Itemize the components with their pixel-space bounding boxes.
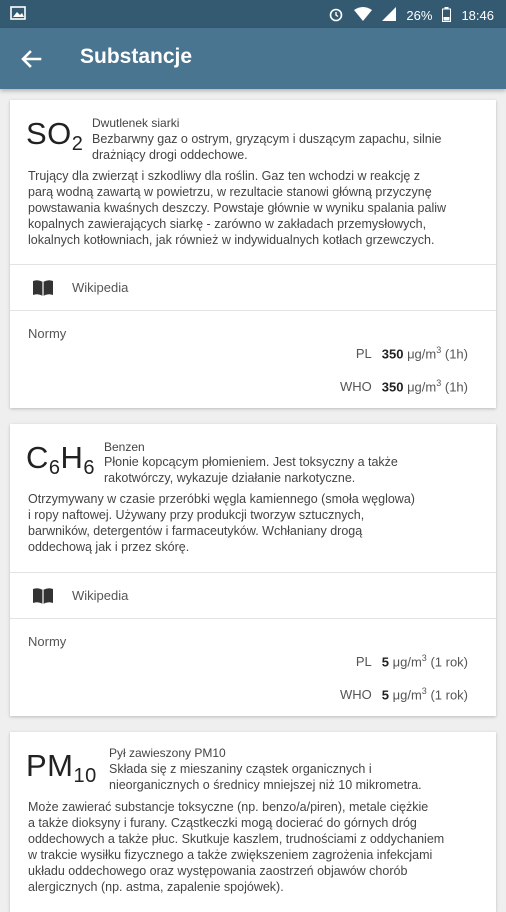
wifi-icon <box>354 7 372 24</box>
wikipedia-link[interactable] <box>10 266 496 310</box>
battery-percent: 26% <box>406 8 433 23</box>
substance-name: Dwutlenek siarki <box>92 116 180 130</box>
substance-name: Benzen <box>104 440 145 454</box>
substance-card <box>10 732 496 912</box>
cellular-signal-icon <box>382 7 396 24</box>
substance-summary: Płonie kopcącym płomieniem. Jest toksyczny a także rakotwórczy, wykazuje działanie narkotyczne. <box>104 455 398 485</box>
norm-row-pl: PL 350 $\mu g/m^3$ (1h) <box>355 345 468 362</box>
substance-description: Otrzymywany w czasie przeróbki węgla kamiennego (smoła węglowa) i ropy naftowej. Używany przy produkcji tworzyw sztucznych, barwników, detergentów i farmaceutyków. Wchłaniany drogą oddechową jak i przez skórę. <box>28 492 415 554</box>
substance-name: Pył zawieszony PM10 <box>109 746 226 760</box>
open-book-icon <box>32 279 54 297</box>
norm-row-who: WHO 350 $\mu g/m^3$ (1h) <box>339 378 468 395</box>
substance-summary: Składa się z mieszaniny cząstek organicznych i nieorganicznych o średnicy mniejszej niż 10 mikrometra. <box>109 762 422 792</box>
chemical-formula: C6H6 <box>26 440 96 479</box>
divider <box>10 618 496 619</box>
divider <box>10 310 496 311</box>
norm-row-pl: PL 5 $\mu g/m^3$ (1 rok) <box>355 653 468 670</box>
substance-card <box>10 424 496 716</box>
substance-description: Może zawierać substancje toksyczne (np. benzo/a/piren), metale ciężkie a także dioksyny i furany. Cząstkeczki mogą docierać do górnych dróg oddechowych a także płuc. Skutkuje kaszlem, trudnościami z oddychaniem w trakcie wysiłku fizycznego a także zwiększeniem zagrożenia infekcjami układu oddechowego oraz występowania zaostrzeń objawów chorób alergicznych (np. astma, zapalenie spojówek). <box>28 800 445 894</box>
norms-label: Normy <box>28 326 67 341</box>
app-bar <box>0 28 506 89</box>
substance-card <box>10 100 496 408</box>
substance-summary: Bezbarwny gaz o ostrym, gryzącym i duszącym zapachu, silnie drażniący drogi oddechowe. <box>92 132 442 162</box>
gallery-notification-icon <box>10 6 26 23</box>
norms-label: Normy <box>28 634 67 649</box>
alarm-icon <box>328 6 344 25</box>
open-book-icon <box>32 587 54 605</box>
wikipedia-link[interactable] <box>10 574 496 618</box>
battery-icon <box>442 7 451 25</box>
status-bar <box>0 0 506 28</box>
divider <box>10 572 496 573</box>
back-arrow-icon[interactable] <box>18 46 44 72</box>
chemical-formula: PM10 <box>26 748 97 787</box>
divider <box>10 264 496 265</box>
chemical-formula: SO2 <box>26 116 84 155</box>
page-title: Substancje <box>80 45 193 68</box>
wikipedia-label: Wikipedia <box>72 588 129 603</box>
clock-time: 18:46 <box>461 8 494 23</box>
wikipedia-label: Wikipedia <box>72 280 129 295</box>
substance-description: Trujący dla zwierząt i szkodliwy dla roślin. Gaz ten wchodzi w reakcję z parą wodną zawartą w powietrzu, w rezultacie stanowi główną przyczynę powstawania kwaśnych deszczy. Powstaje głównie w wyniku spalania paliw kopalnych zawierających siarkę - zarówno w zakładach przemysłowych, lokalnych kotłowniach, jak również w indywidualnych kotłach grzewczych. <box>28 169 447 247</box>
norm-row-who: WHO 5 $\mu g/m^3$ (1 rok) <box>339 686 468 703</box>
